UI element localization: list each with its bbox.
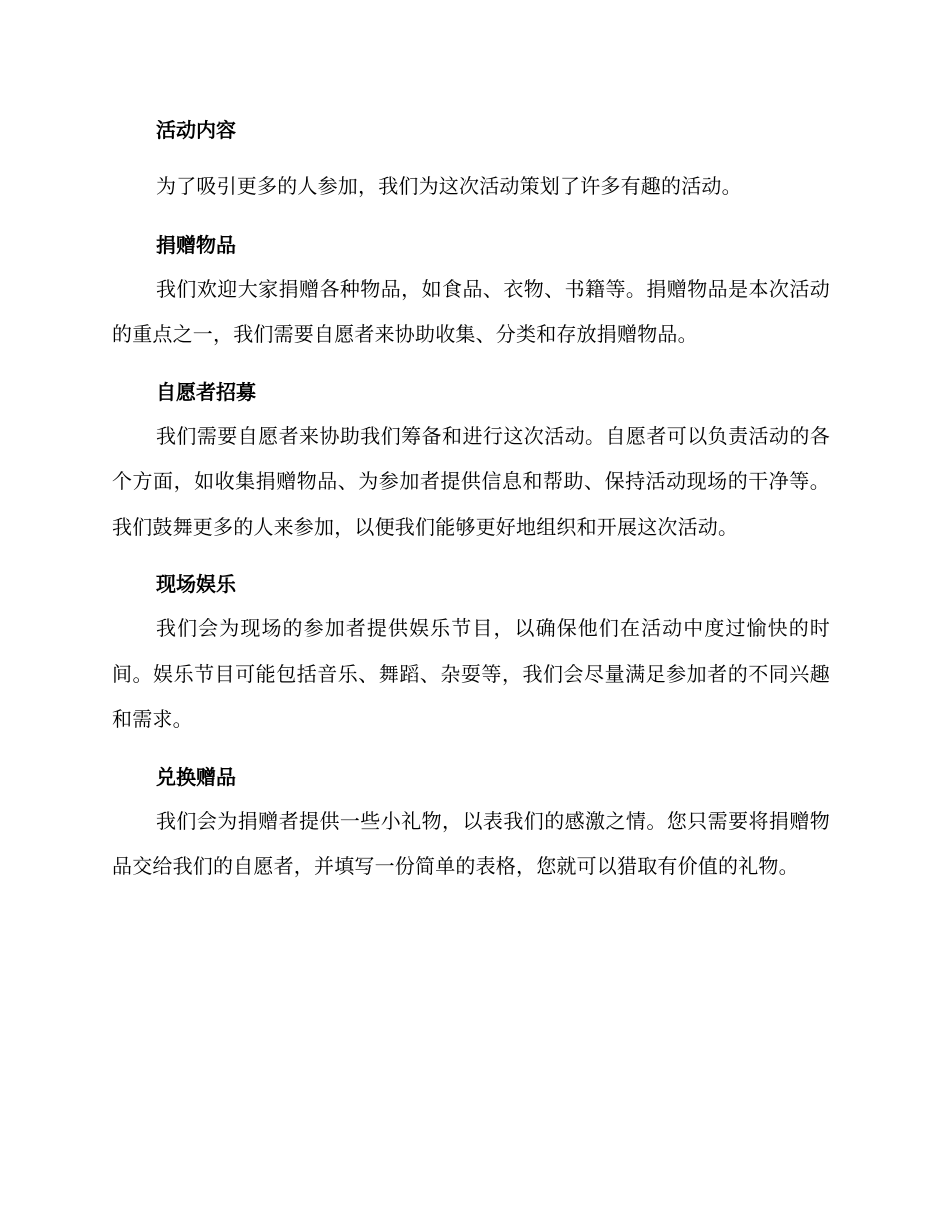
section-heading-gifts: 兑换赠品 (156, 764, 236, 789)
section-heading-entertainment: 现场娱乐 (156, 572, 236, 596)
section-body-gifts: 我们会为捐赠者提供一些小礼物，以表我们的感激之情。您只需要将捐赠物品交给我们的自愿者，并填写一份简单的表格，您就可以猎取有价值的礼物。 (112, 808, 830, 878)
section-heading-donations: 捐赠物品 (156, 232, 236, 257)
section-heading-volunteers: 自愿者招募 (156, 379, 256, 404)
section-body-entertainment: 我们会为现场的参加者提供娱乐节目，以确保他们在活动中度过愉快的时间。娱乐节目可能包括音乐、舞蹈、杂耍等，我们会尽量满足参加者的不同兴趣和需求。 (112, 616, 830, 731)
section-body-donations: 我们欢迎大家捐赠各种物品，如食品、衣物、书籍等。捐赠物品是本次活动的重点之一，我们需要自愿者来协助收集、分类和存放捐赠物品。 (112, 276, 830, 346)
document-page (112, 108, 830, 902)
section-heading-activity-content: 活动内容 (156, 118, 236, 142)
section-body-activity-content: 为了吸引更多的人参加，我们为这次活动策划了许多有趣的活动。 (156, 174, 742, 198)
section-body-volunteers: 我们需要自愿者来协助我们筹备和进行这次活动。自愿者可以负责活动的各个方面，如收集捐赠物品、为参加者提供信息和帮助、保持活动现场的干净等。我们鼓舞更多的人来参加，以便我们能够更好地组织和开展这次活动。 (112, 423, 830, 539)
